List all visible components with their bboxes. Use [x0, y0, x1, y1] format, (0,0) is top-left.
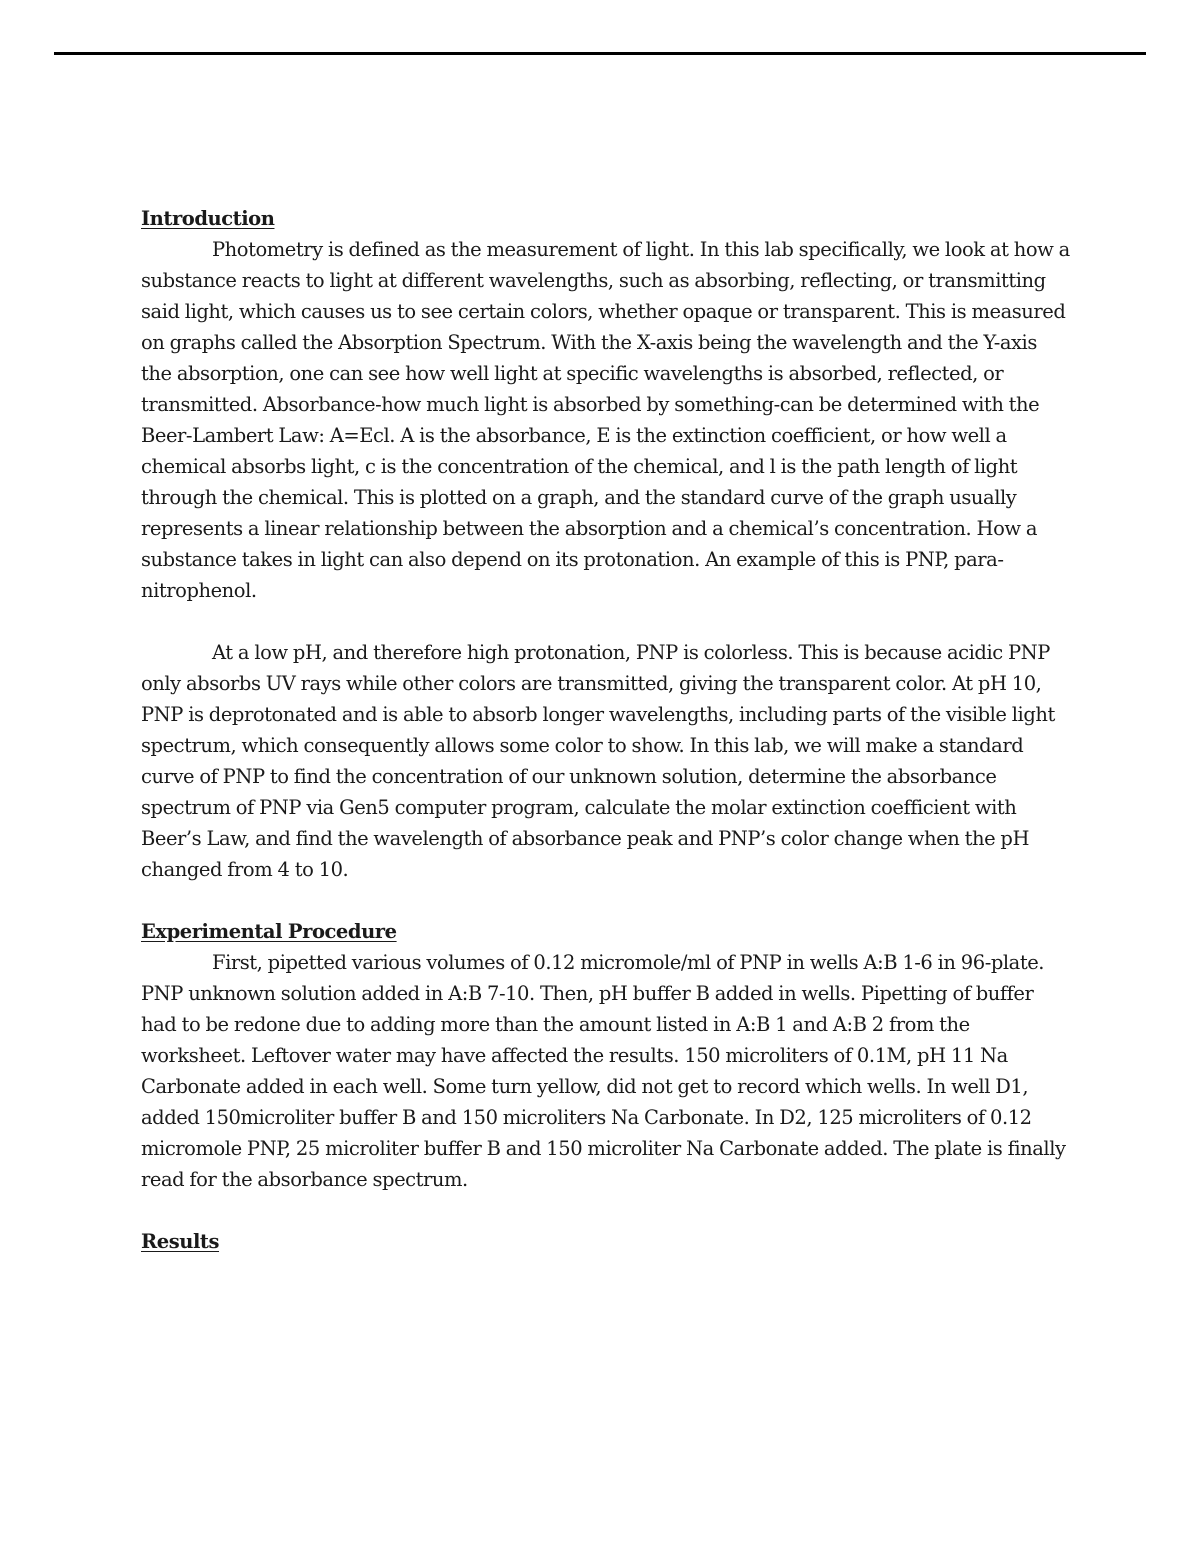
- introduction-paragraph-2: At a low pH, and therefore high protonation, PNP is colorless. This is because acidic PNP only absorbs UV rays while other colors are transmitted, giving the transparent color. At pH 10, PNP is deprotonated and is able to absorb longer wavelengths, including parts of the visible light spectrum, which consequently allows some color to show. In this lab, we will make a standard curve of PNP to find the concentration of our unknown solution, determine the absorbance spectrum of PNP via Gen5 computer program, calculate the molar extinction coefficient with Beer’s Law, and find the wavelength of absorbance peak and PNP’s color change when the pH changed from 4 to 10.: [141, 641, 1055, 881]
- results-heading: Results: [141, 1230, 220, 1253]
- section-spacer: [141, 885, 1071, 916]
- procedure-heading: Experimental Procedure: [141, 920, 397, 943]
- section-spacer: [141, 1195, 1071, 1226]
- paragraph-spacer: [141, 606, 1071, 637]
- introduction-heading: Introduction: [141, 207, 275, 230]
- introduction-paragraph-1: Photometry is defined as the measurement of light. In this lab specifically, we look at how a substance reacts to light at different wavelengths, such as absorbing, reflecting, or transmitting said light, which causes us to see certain colors, whether opaque or transparent. This is measured on graphs called the Absorption Spectrum. With the X-axis being the wavelength and the Y-axis the absorption, one can see how well light at specific wavelengths is absorbed, reflected, or transmitted. Absorbance-how much light is absorbed by something-can be determined with the Beer-Lambert Law: A=Ecl. A is the absorbance, E is the extinction coefficient, or how well a chemical absorbs light, c is the concentration of the chemical, and l is the path length of light through the chemical. This is plotted on a graph, and the standard curve of the graph usually represents a linear relationship between the absorption and a chemical’s concentration. How a substance takes in light can also depend on its protonation. An example of this is PNP, para-nitrophenol.: [141, 238, 1070, 602]
- procedure-paragraph: First, pipetted various volumes of 0.12 micromole/ml of PNP in wells A:B 1-6 in 96-plate. PNP unknown solution added in A:B 7-10. Then, pH buffer B added in wells. Pipetting of buffer had to be redone due to adding more than the amount listed in A:B 1 and A:B 2 from the worksheet. Leftover water may have affected the results. 150 microliters of 0.1M, pH 11 Na Carbonate added in each well. Some turn yellow, did not get to record which wells. In well D1, added 150microliter buffer B and 150 microliters Na Carbonate. In D2, 125 microliters of 0.12 micromole PNP, 25 microliter buffer B and 150 microliter Na Carbonate added. The plate is finally read for the absorbance spectrum.: [141, 951, 1066, 1191]
- document-body: [141, 203, 1071, 1257]
- header-rule: [54, 52, 1146, 55]
